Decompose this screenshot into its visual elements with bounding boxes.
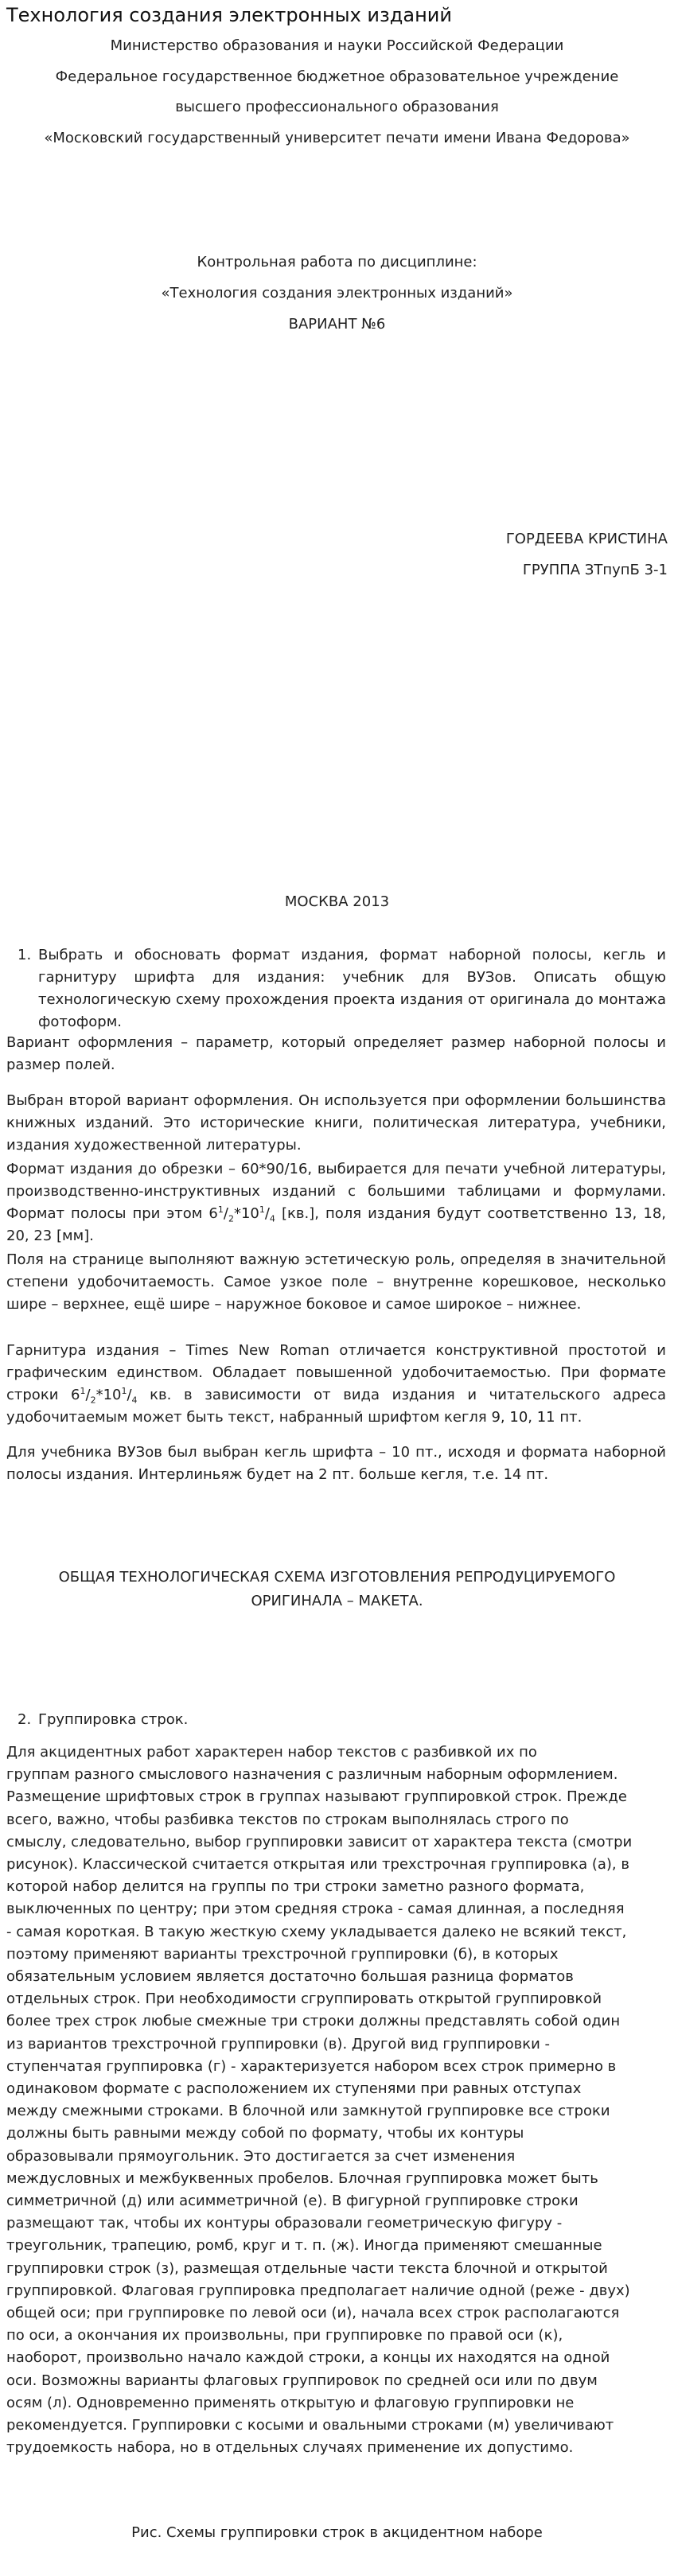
grouping-line: должны быть равными между собой по формату, чтобы их контуры: [6, 2125, 524, 2142]
grouping-line: группировки строк (з), размещая отдельные части текста блочной и открытой: [6, 2259, 608, 2277]
paragraph-format: [6, 1158, 666, 1247]
grouping-line: из вариантов трехстрочной группировки (в). Другой вид группировки -: [6, 2035, 550, 2053]
format-text-start: Формат издания до обрезки – 60*90/16, выбирается для печати учебной литературы, производственно-инструктивных изданий с большими таблицами и формулами. Формат полосы при этом 6: [6, 1161, 666, 1222]
grouping-line: более трех строк любые смежные три строки должны представлять собой один: [6, 2013, 621, 2030]
grouping-line: ступенчатая группировка (г) - характеризуется набором всех строк примерно в: [6, 2057, 617, 2075]
format-mid: *10: [233, 1205, 259, 1222]
format-slash-2: /: [264, 1205, 270, 1222]
grouping-line: по оси, а окончания их произвольны, при группировке по правой оси (к),: [6, 2327, 563, 2344]
grouping-line: трудоемкость набора, но в отдельных случаях применение их допустимо.: [6, 2439, 574, 2457]
grouping-line: образовывали прямоугольник. Это достигается за счет изменения: [6, 2147, 516, 2165]
typeface-text-end: кв. в зависимости от вида издания и читательского адреса удобочитаемым может быть текст, набранный шрифтом кегля 9, 10, 11 пт.: [6, 1387, 666, 1426]
document-title: Технология создания электронных изданий: [6, 4, 452, 26]
work-type-line: Контрольная работа по дисциплине:: [197, 254, 477, 270]
format-text-end: [кв.], поля издания будут соответственно 13, 18, 20, 23 [мм].: [6, 1205, 667, 1244]
grouping-line: размещают так, чтобы их контуры образовали геометрическую фигуру -: [6, 2215, 563, 2232]
grouping-line: всего, важно, чтобы разбивка текстов по строкам выполнялась строго по: [6, 1811, 569, 1828]
grouping-line: поэтому применяют варианты трехстрочной группировки (б), в которых: [6, 1945, 559, 1963]
paragraph-typeface: [6, 1340, 666, 1429]
education-level-line: высшего профессионального образования: [175, 99, 499, 115]
paragraph-font-size: Для учебника ВУЗов был выбран кегль шрифта – 10 пт., исходя и формата наборной полосы издания. Интерлиньяж будет на 2 пт. больше кегля, т.е. 14 пт.: [6, 1444, 666, 1483]
author-name: ГОРДЕЕВА КРИСТИНА: [505, 531, 668, 547]
grouping-line: междусловных и межбуквенных пробелов. Блочная группировка может быть: [6, 2169, 598, 2187]
grouping-line: рисунок). Классической считается открытая или трехстрочная группировка (а), в: [6, 1856, 629, 1874]
typeface-sub-1: 2: [90, 1395, 96, 1406]
format-sub-2: 4: [269, 1213, 275, 1224]
task-1-number: 1.: [18, 947, 32, 963]
grouping-line: одинаковом формате с расположением их ступенями при равных отступах: [6, 2080, 582, 2098]
paragraph-layout-option: Вариант оформления – параметр, который определяет размер наборной полосы и размер полей.: [6, 1034, 666, 1073]
discipline-line: «Технология создания электронных изданий»: [161, 285, 513, 302]
grouping-text: [6, 1741, 666, 2460]
figure-caption: Рис. Схемы группировки строк в акцидентном наборе: [131, 2524, 543, 2541]
city-year: МОСКВА 2013: [284, 893, 390, 910]
grouping-line: Для акцидентных работ характерен набор текстов с разбивкой их по: [6, 1744, 537, 1761]
grouping-line: симметричной (д) или асимметричной (е). В фигурной группировке строки: [6, 2193, 579, 2210]
typeface-slash-1: /: [85, 1387, 91, 1403]
grouping-line: которой набор делится на группы по три строки заметно разного формата,: [6, 1878, 585, 1896]
paragraph-chosen-option: Выбран второй вариант оформления. Он используется при оформлении большинства книжных изданий. Это исторические книги, политическая литература, учебники, издания художественной литературы.: [6, 1092, 666, 1154]
grouping-line: осям (л). Одновременно применять открытую и флаговую группировки не: [6, 2394, 575, 2411]
grouping-line: выключенных по центру; при этом средняя строка - самая длинная, а последняя: [6, 1901, 625, 1918]
typeface-slash-2: /: [127, 1387, 132, 1403]
typeface-sub-2: 4: [131, 1395, 138, 1406]
format-sup-2: 1: [259, 1204, 265, 1215]
task-2-title: Группировка строк.: [38, 1711, 189, 1728]
typeface-text-start: Гарнитура издания – Times New Roman отличается конструктивной простотой и графическим единством. Обладает повышенной удобочитаемостью. При формате строки 6: [6, 1342, 666, 1403]
grouping-line: Размещение шрифтовых строк в группах называют группировкой строк. Прежде: [6, 1788, 627, 1806]
grouping-line: отдельных строк. При необходимости сгруппировать открытой группировкой: [6, 1990, 602, 2008]
scheme-heading-line-2: ОРИГИНАЛА – МАКЕТА.: [251, 1593, 423, 1609]
format-sup-1: 1: [217, 1204, 224, 1215]
format-sub-1: 2: [228, 1213, 234, 1224]
grouping-line: оси. Возможны варианты флаговых группировок по средней оси или по двум: [6, 2372, 598, 2389]
scheme-heading-line-1: ОБЩАЯ ТЕХНОЛОГИЧЕСКАЯ СХЕМА ИЗГОТОВЛЕНИЯ РЕПРОДУЦИРУЕМОГО: [58, 1569, 616, 1586]
variant-line: ВАРИАНТ №6: [288, 316, 386, 333]
grouping-line: рекомендуется. Группировки с косыми и овальными строками (м) увеличивают: [6, 2417, 614, 2434]
ministry-line: Министерство образования и науки Российской Федерации: [110, 37, 564, 54]
grouping-line: между смежными строками. В блочной или замкнутой группировке все строки: [6, 2103, 610, 2120]
grouping-line: смыслу, следовательно, выбор группировки зависит от характера текста (смотри: [6, 1833, 633, 1850]
typeface-sup-1: 1: [80, 1386, 86, 1396]
grouping-line: общей оси; при группировке по левой оси (и), начала всех строк располагаются: [6, 2305, 620, 2322]
author-group: ГРУППА ЗТпупБ 3-1: [522, 562, 668, 578]
format-slash-1: /: [223, 1205, 228, 1222]
university-name-line: «Московский государственный университет печати имени Ивана Федорова»: [44, 130, 630, 146]
task-2-number: 2.: [18, 1711, 32, 1728]
grouping-line: треугольник, трапецию, ромб, круг и т. п. (ж). Иногда применяют смешанные: [6, 2237, 602, 2255]
typeface-mid: *10: [95, 1387, 122, 1403]
grouping-line: обязательным условием является достаточно большая разница форматов: [6, 1968, 574, 1986]
grouping-line: наоборот, произвольно начало каждой строки, а концы их находятся на одной: [6, 2349, 610, 2367]
task-1-text: Выбрать и обосновать формат издания, формат наборной полосы, кегль и гарнитуру шрифта для издания: учебник для ВУЗов. Описать общую технологическую схему прохождения проекта издания от оригинала до монтажа фотоформ.: [38, 947, 666, 1030]
institution-type-line: Федеральное государственное бюджетное образовательное учреждение: [55, 68, 619, 85]
paragraph-margins: Поля на странице выполняют важную эстетическую роль, определяя в значительной степени удобочитаемость. Самое узкое поле – внутренне корешковое, несколько шире – верхнее, ещё шире – наружное боковое и самое широкое – нижнее.: [6, 1251, 666, 1313]
grouping-line: группам разного смыслового назначения с различным наборным оформлением.: [6, 1766, 618, 1784]
grouping-line: группировкой. Флаговая группировка предполагает наличие одной (реже - двух): [6, 2282, 630, 2299]
grouping-line: - самая короткая. В такую жесткую схему укладывается далеко не всякий текст,: [6, 1923, 627, 1940]
typeface-sup-2: 1: [121, 1386, 127, 1396]
